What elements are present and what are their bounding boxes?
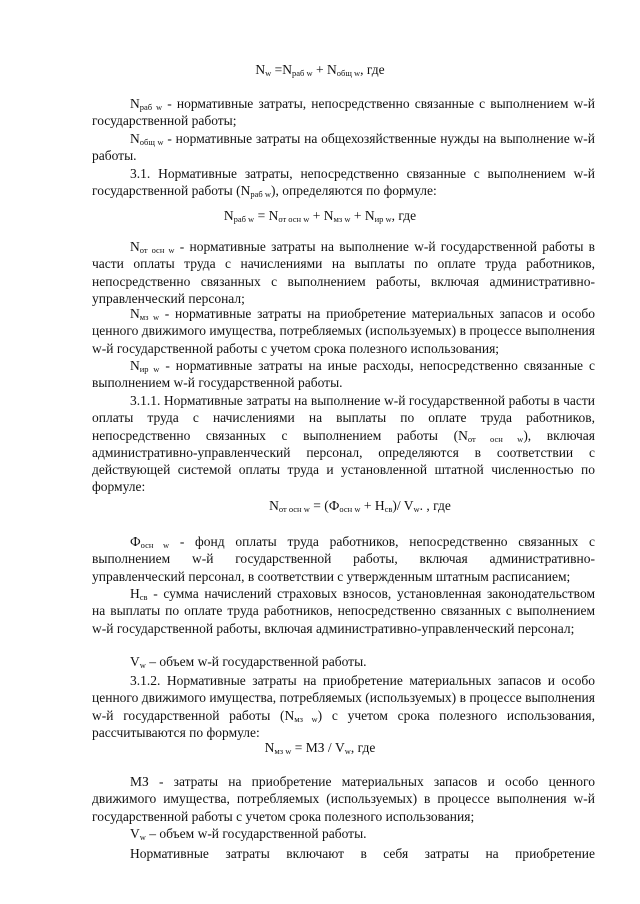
paragraph-n-ot-osn-definition: $N_{от осн w}$ - нормативные затраты на выполнение w-й государственной работы в части оплаты труда с начислениями на выплаты по оплате труда работников, непосредственно связанных с выполнением работы, включая административно-управленческий персонал; xyxy=(92,239,595,306)
formula-n-rab: $N_{раб w} = N_{от осн w} + N_{мз w} + N_{ир w}$, где xyxy=(223,208,417,224)
paragraph-n-ir-definition: $N_{ир w}$ - нормативные затраты на иные расходы, непосредственно связанные с выполнением w-й государственной работы. xyxy=(92,358,595,391)
paragraph-mz-definition: МЗ - затраты на приобретение материальных запасов и особо ценного движимого имущества, потребляемых (используемых) в процессе выполнения w-й государственной работы с учетом срока полезного использования; xyxy=(92,774,595,824)
paragraph-v-w-definition-1: $V_w$ – объем w-й государственной работы. xyxy=(130,654,367,670)
paragraph-3-1-1: 3.1.1. Нормативные затраты на выполнение w-й государственной работы в части оплаты труда с начислениями на выплаты по оплате труда работников, непосредственно связанных с выполнением работы $(N_{от осн w})$, включая административно-управленческий персонал, определяются в соответствии с действующей системой оплаты труда и установленной штатной численностью по формуле: xyxy=(92,393,596,495)
paragraph-n-mz-definition: $N_{мз w}$ - нормативные затраты на приобретение материальных запасов и особо ценного движимого имущества, потребляемых (используемых) в процессе выполнения w-й государственной работы с учетом срока полезного использования; xyxy=(92,306,596,356)
formula-n-ot-osn: $N_{от осн w} = (Ф_{осн w} + Н_{св})/$ $V_w$. , где xyxy=(269,498,451,514)
paragraph-3-1-2: 3.1.2. Нормативные затраты на приобретение материальных запасов и особо ценного движимого имущества, потребляемых (используемых) в процессе выполнения w-й государственной работы $(N_{мз w})$ с учетом срока полезного использования, рассчитываются по формуле: xyxy=(92,673,595,740)
paragraph-n-sv-definition: $Н_{св}$ - сумма начислений страховых взносов, установленная законодательством на выплаты по оплате труда работников, непосредственно связанных с выполнением w-й государственной работы, включая административно-управленческий персонал; xyxy=(92,586,595,636)
paragraph-v-w-definition-2: $V_w$ – объем w-й государственной работы. xyxy=(130,826,367,842)
paragraph-final: Нормативные затраты включают в себя затраты на приобретение xyxy=(130,846,595,861)
paragraph-n-rab-definition: $N_{раб w}$ - нормативные затраты, непосредственно связанные с выполнением w-й государственной работы; xyxy=(92,96,595,129)
paragraph-3-1: 3.1. Нормативные затраты, непосредственно связанные с выполнением w-й государственной работы $(N_{раб w})$, определяются по формуле: xyxy=(92,166,595,200)
formula-n-mz: $N_{мз w}$ = МЗ / $V_w$, где xyxy=(264,740,376,756)
formula-n-w: $N_w =N_{раб w} + N_{общ w}$, где xyxy=(255,62,385,78)
paragraph-n-obsh-definition: $N_{общ w}$ - нормативные затраты на общехозяйственные нужды на выполнение w-й работы. xyxy=(92,131,596,164)
paragraph-f-osn-definition: $Ф_{осн w}$ - фонд оплаты труда работников, непосредственно связанных с выполнением w-й государственной работы, включая административно-управленческий персонал, в соответствии с утвержденным штатным расписанием; xyxy=(92,534,596,584)
